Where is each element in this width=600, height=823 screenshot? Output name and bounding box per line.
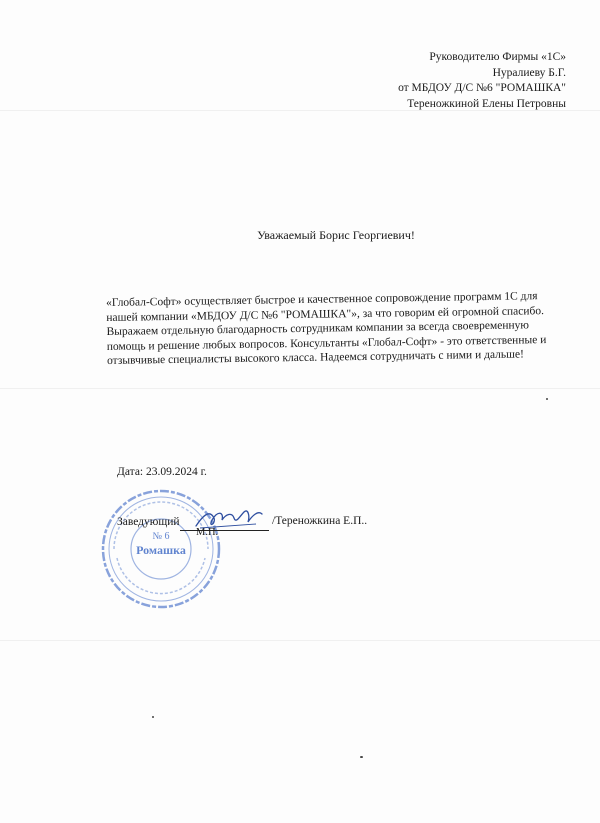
addressee-line: от МБДОУ Д/С №6 "РОМАШКА" [398,82,566,94]
signer-role: Заведующий [117,516,180,528]
body-line: нашей компании «МБДОУ Д/С №6 "РОМАШКА"», за что говорим ей огромной спасибо. [106,304,545,324]
greeting: Уважаемый Борис Георгиевич! [257,228,415,242]
stamp-number: № 6 [152,531,170,542]
stamp-place-label: М.П. [196,527,219,538]
scan-speck [360,756,363,758]
body-line: Выражаем отдельную благодарность сотрудникам компании за всегда своевременную [106,319,530,338]
scan-artifact [0,388,600,389]
scan-artifact [0,640,600,641]
letter-date: Дата: 23.09.2024 г. [117,466,207,478]
letter-body [106,289,577,369]
addressee-line: Тереножкиной Елены Петровны [407,97,566,110]
stamp-name: Ромашка [136,543,186,557]
addressee-block [398,50,566,112]
scan-speck [152,716,154,718]
handwritten-signature [190,498,270,538]
body-line: «Глобал-Софт» осуществляет быстрое и качественное сопровождение программ 1С для [106,290,538,309]
body-line: отзывчивые специалисты высокого класса. Надеемся сотрудничать с ними и дальше! [106,348,524,367]
body-line: помощь и решение любых вопросов. Консультанты «Глобал-Софт» - это ответственные и [106,333,547,353]
signer-name: /Тереножкина Е.П.. [272,515,368,527]
addressee-line: Нуралиеву Б.Г. [492,66,566,79]
scan-speck [546,398,548,400]
addressee-line: Руководителю Фирмы «1С» [429,51,566,63]
